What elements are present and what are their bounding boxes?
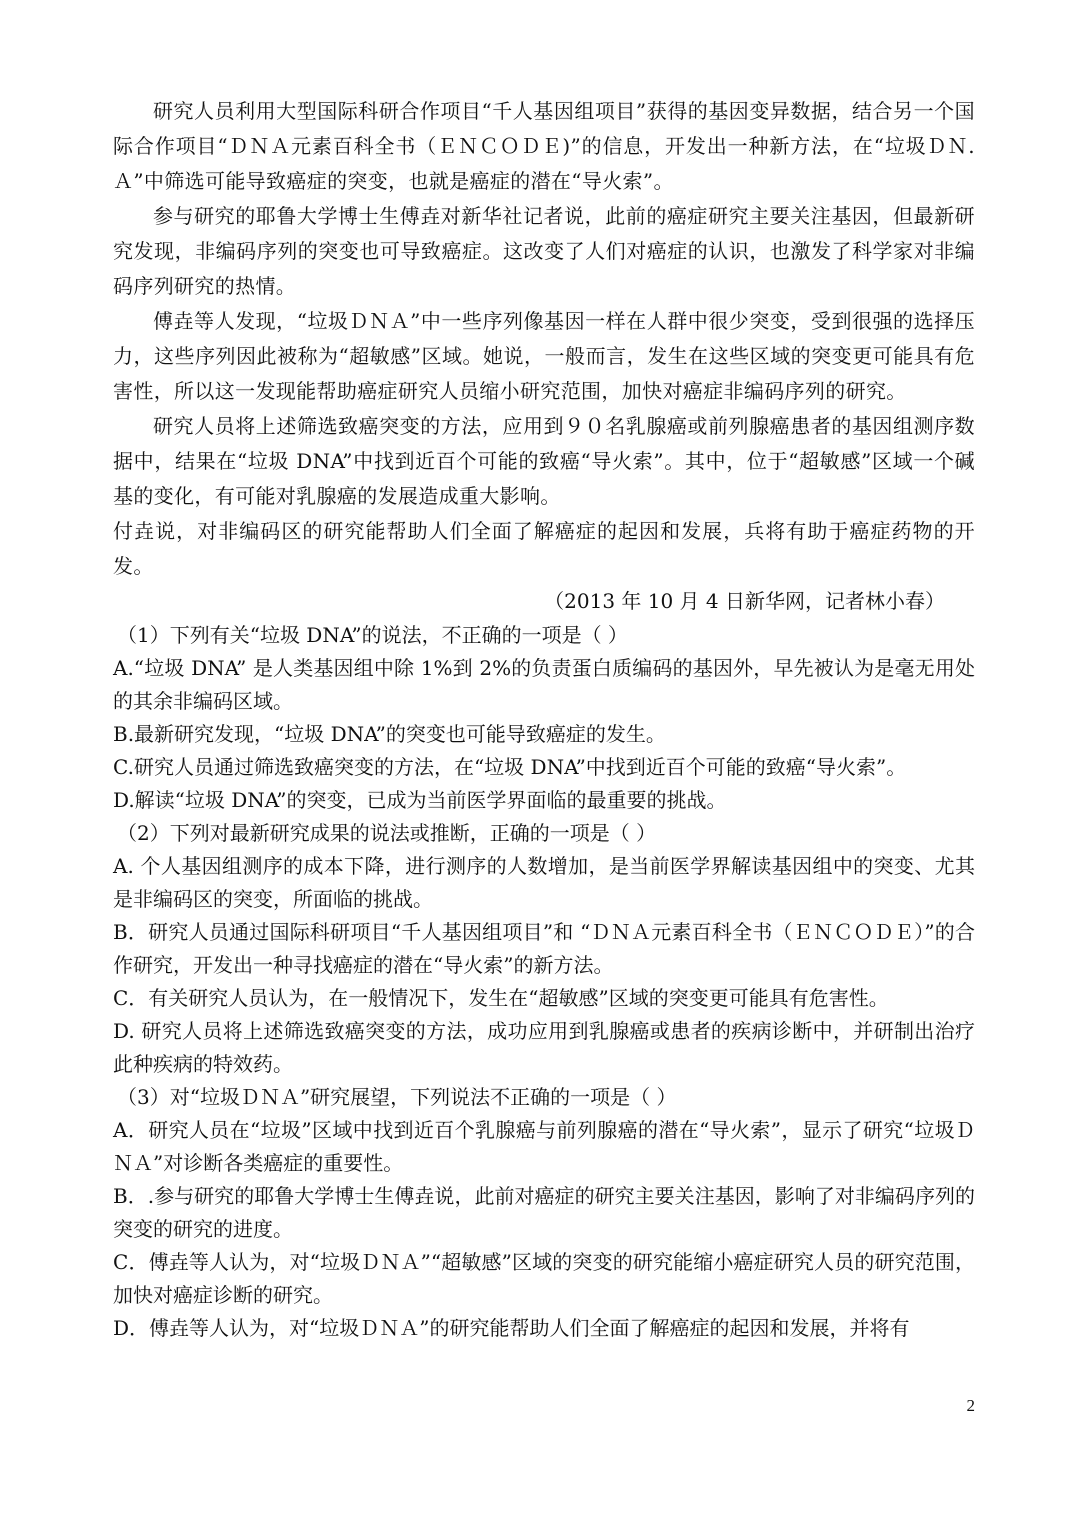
option-c: C．傅垚等人认为，对“垃圾ＤＮＡ”“超敏感”区域的突变的研究能缩小癌症研究人员的研究范围，加快对癌症诊断的研究。 (113, 1250, 975, 1307)
option-c: C.研究人员通过筛选致癌突变的方法，在“垃圾 DNA”中找到近百个可能的致癌“导火索”。 (113, 755, 907, 779)
article (113, 94, 975, 619)
option-b: B.最新研究发现，“垃圾 DNA”的突变也可能导致癌症的发生。 (113, 722, 666, 746)
question-2 (113, 817, 975, 1081)
question-stem: （3）对“垃圾ＤＮＡ”研究展望，下列说法不正确的一项是（ ） (117, 1085, 677, 1109)
option-d: D．傅垚等人认为，对“垃圾ＤＮＡ”的研究能帮助人们全面了解癌症的起因和发展，并将有 (113, 1316, 910, 1340)
option-a: A. 个人基因组测序的成本下降，进行测序的人数增加，是当前医学界解读基因组中的突变、尤其是非编码区的突变，所面临的挑战。 (113, 854, 975, 911)
question-stem: （1）下列有关“垃圾 DNA”的说法，不正确的一项是（ ） (117, 623, 628, 647)
option-b: B．研究人员通过国际科研项目“千人基因组项目”和 “ＤＮＡ元素百科全书（ＥＮＣＯＤＥ）”的合作研究，开发出一种寻找癌症的潜在“导火索”的新方法。 (113, 920, 975, 977)
option-a: A．研究人员在“垃圾”区域中找到近百个乳腺癌与前列腺癌的潜在“导火索”，显示了研究“垃圾ＤＮＡ”对诊断各类癌症的重要性。 (113, 1118, 975, 1175)
option-b: B．.参与研究的耶鲁大学博士生傅垚说，此前对癌症的研究主要关注基因，影响了对非编码序列的突变的研究的进度。 (113, 1184, 975, 1241)
option-d: D.解读“垃圾 DNA”的突变，已成为当前医学界面临的最重要的挑战。 (113, 788, 727, 812)
article-paragraph-4: 研究人员将上述筛选致癌突变的方法，应用到９０名乳腺癌或前列腺癌患者的基因组测序数据中，结果在“垃圾 DNA”中找到近百个可能的致癌“导火索”。其中，位于“超敏感”区域一个碱基的变化，有可能对乳腺癌的发展造成重大影响。 (113, 414, 975, 508)
question-3 (113, 1081, 975, 1345)
option-a: A.“垃圾 DNA” 是人类基因组中除 1%到 2%的负责蛋白质编码的基因外，早先被认为是毫无用处的其余非编码区域。 (113, 656, 975, 713)
option-c: C．有关研究人员认为，在一般情况下，发生在“超敏感”区域的突变更可能具有危害性。 (113, 986, 889, 1010)
question-1 (113, 619, 975, 817)
article-paragraph-3: 傅垚等人发现，“垃圾ＤＮＡ”中一些序列像基因一样在人群中很少突变，受到很强的选择压力，这些序列因此被称为“超敏感”区域。她说，一般而言，发生在这些区域的突变更可能具有危害性，所以这一发现能帮助癌症研究人员缩小研究范围，加快对癌症非编码序列的研究。 (113, 309, 975, 403)
article-paragraph-5: 付垚说，对非编码区的研究能帮助人们全面了解癌症的起因和发展，兵将有助于癌症药物的开发。 (113, 519, 975, 578)
page-number: 2 (966, 1396, 975, 1415)
question-stem: （2）下列对最新研究成果的说法或推断，正确的一项是（ ） (117, 821, 657, 845)
page-content (113, 94, 975, 1345)
article-paragraph-1: 研究人员利用大型国际科研合作项目“千人基因组项目”获得的基因变异数据，结合另一个国际合作项目“ＤＮＡ元素百科全书（ＥＮＣＯＤＥ)”的信息，开发出一种新方法，在“垃圾ＤＮ.Ａ”中筛选可能导致癌症的突变，也就是癌症的潜在“导火索”。 (113, 99, 975, 193)
question-list (113, 619, 975, 1345)
article-paragraph-2: 参与研究的耶鲁大学博士生傅垚对新华社记者说，此前的癌症研究主要关注基因，但最新研究发现，非编码序列的突变也可导致癌症。这改变了人们对癌症的认识，也激发了科学家对非编码序列研究的热情。 (113, 204, 975, 298)
article-source: （2013 年 10 月 4 日新华网，记者林小春） (544, 589, 945, 613)
option-d: D. 研究人员将上述筛选致癌突变的方法，成功应用到乳腺癌或患者的疾病诊断中，并研制出治疗此种疾病的特效药。 (113, 1019, 975, 1076)
